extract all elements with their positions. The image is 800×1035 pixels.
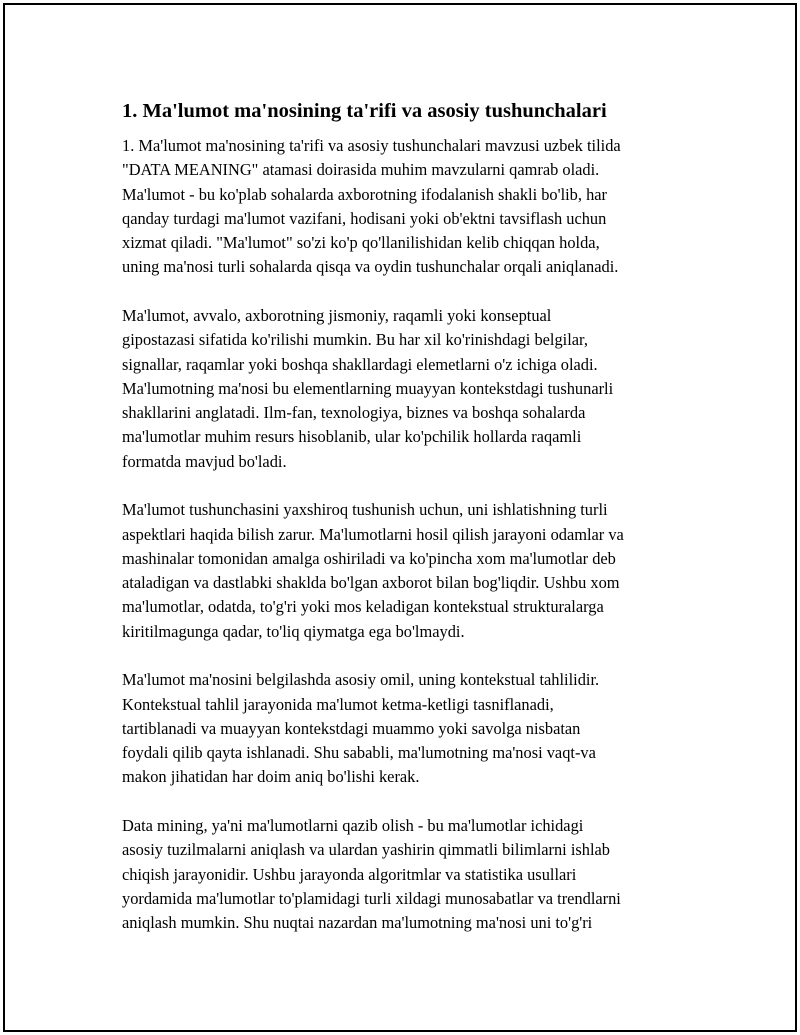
paragraph-line: makon jihatidan har doim aniq bo'lishi kerak. [122, 767, 420, 787]
paragraph-line: "DATA MEANING" atamasi doirasida muhim mavzularni qamrab oladi. [122, 160, 600, 180]
paragraph-line: Ma'lumot tushunchasini yaxshiroq tushunish uchun, uni ishlatishning turli [122, 500, 608, 520]
paragraph-line: ma'lumotlar, odatda, to'g'ri yoki mos keladigan kontekstual strukturalarga [122, 597, 604, 617]
paragraph-line: Ma'lumotning ma'nosi bu elementlarning muayyan kontekstdagi tushunarli [122, 378, 614, 398]
paragraph-3 [122, 498, 702, 644]
document-page [3, 3, 797, 1032]
paragraph-line: xizmat qiladi. "Ma'lumot" so'zi ko'p qo'llanilishidan kelib chiqqan holda, [122, 233, 600, 252]
paragraph-line: Ma'lumot ma'nosini belgilashda asosiy omil, uning kontekstual tahlilidir. [122, 670, 600, 690]
paragraph-line: Ma'lumot - bu ko'plab sohalarda axborotning ifodalanish shakli bo'lib, har [122, 184, 608, 204]
paragraph-line: formatda mavjud bo'ladi. [122, 451, 287, 471]
paragraph-2 [122, 304, 702, 474]
paragraph-line: aspektlari haqida bilish zarur. Ma'lumotlarni hosil qilish jarayoni odamlar va [122, 524, 624, 544]
paragraph-1 [122, 134, 702, 280]
paragraph-line: Data mining, ya'ni ma'lumotlarni qazib olish - bu ma'lumotlar ichidagi [122, 816, 584, 835]
paragraph-line: ataladigan va dastlabki shaklda bo'lgan axborot bilan bog'liqdir. Ushbu xom [122, 573, 620, 592]
paragraph-line: 1. Ma'lumot ma'nosining ta'rifi va asosiy tushunchalari mavzusi uzbek tilida [122, 136, 621, 155]
paragraph-line: uning ma'nosi turli sohalarda qisqa va oydin tushunchalar orqali aniqlanadi. [122, 257, 619, 277]
paragraph-5 [122, 814, 702, 935]
paragraph-line: signallar, raqamlar yoki boshqa shakllardagi elemetlarni o'z ichiga oladi. [122, 354, 598, 374]
document-body [122, 98, 702, 960]
paragraph-line: asosiy tuzilmalarni aniqlash va ulardan yashirin qimmatli bilimlarni ishlab [122, 840, 610, 860]
paragraph-line: qanday turdagi ma'lumot vazifani, hodisani yoki ob'ektni tavsiflash uchun [122, 208, 607, 228]
paragraph-line: shakllarini anglatadi. Ilm-fan, texnologiya, biznes va boshqa sohalarda [122, 403, 586, 422]
paragraph-line: foydali qilib qayta ishlanadi. Shu sababli, ma'lumotning ma'nosi vaqt-va [122, 743, 596, 762]
paragraph-line: chiqish jarayonidir. Ushbu jarayonda algoritmlar va statistika usullari [122, 864, 577, 884]
paragraph-line: kiritilmagunga qadar, to'liq qiymatga ega bo'lmaydi. [122, 621, 465, 641]
paragraph-line: ma'lumotlar muhim resurs hisoblanib, ular ko'pchilik hollarda raqamli [122, 427, 582, 447]
paragraph-line: yordamida ma'lumotlar to'plamidagi turli xildagi munosabatlar va trendlarni [122, 888, 621, 908]
paragraph-line: mashinalar tomonidan amalga oshiriladi va ko'pincha xom ma'lumotlar deb [122, 548, 616, 568]
document-title: 1. Ma'lumot ma'nosining ta'rifi va asosiy tushunchalari [122, 100, 607, 122]
paragraph-4 [122, 668, 702, 789]
paragraph-line: Kontekstual tahlil jarayonida ma'lumot ketma-ketligi tasniflanadi, [122, 694, 554, 714]
paragraph-line: aniqlash mumkin. Shu nuqtai nazardan ma'lumotning ma'nosi uni to'g'ri [122, 913, 593, 932]
paragraph-line: tartiblanadi va muayyan kontekstdagi muammo yoki savolga nisbatan [122, 718, 581, 738]
paragraph-line: Ma'lumot, avvalo, axborotning jismoniy, raqamli yoki konseptual [122, 306, 552, 325]
paragraph-line: gipostazasi sifatida ko'rilishi mumkin. Bu har xil ko'rinishdagi belgilar, [122, 330, 588, 350]
